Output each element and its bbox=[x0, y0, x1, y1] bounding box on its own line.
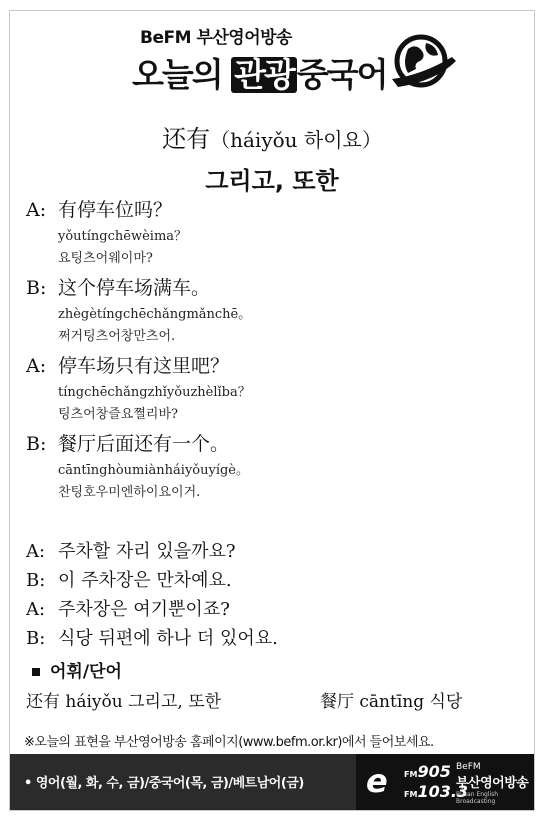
pinyin-text: tíngchēchǎngzhǐyǒuzhèlǐba？ bbox=[58, 385, 251, 400]
speaker-label: B: bbox=[26, 628, 46, 649]
speaker-label: A: bbox=[26, 199, 47, 221]
main-expression bbox=[10, 119, 534, 154]
chinese-sentence: 有停车位吗？ bbox=[58, 199, 173, 221]
dialogue-line bbox=[26, 194, 526, 272]
chinese-sentence: 餐厅后面还有一个。 bbox=[58, 433, 230, 455]
program-title bbox=[132, 49, 387, 96]
program-title-part1: 오늘의 bbox=[132, 55, 232, 94]
brand-name: BeFM 부산영어방송 bbox=[140, 28, 292, 48]
dialogue-line bbox=[26, 428, 526, 506]
speaker-label: A: bbox=[26, 599, 46, 620]
speaker-label: B: bbox=[26, 433, 47, 455]
frequency-905: FM905 bbox=[404, 762, 451, 781]
translation-text: 이 주차장은 만차예요. bbox=[58, 570, 232, 591]
frequency-1033: FM103.3 bbox=[404, 782, 469, 801]
chinese-sentence: 这个停车场满车。 bbox=[58, 277, 211, 299]
square-bullet-icon bbox=[32, 668, 40, 676]
dialogue-line bbox=[26, 272, 526, 350]
speaker-label: A: bbox=[26, 355, 47, 377]
pinyin-text: cāntīnghòumiànháiyǒuyígè。 bbox=[58, 463, 250, 478]
speaker-label: A: bbox=[26, 541, 46, 562]
header bbox=[10, 11, 534, 103]
lesson-card bbox=[9, 10, 535, 811]
korean-pronunciation: 찬팅호우미엔하이요이거. bbox=[58, 485, 201, 500]
vocab-item: 餐厅 cāntīng 식당 bbox=[320, 692, 463, 712]
translation-text: 주차장은 여기뿐이죠? bbox=[58, 599, 230, 620]
logo-tagline: Busan English Broadcasting bbox=[456, 791, 499, 805]
korean-pronunciation: 요팅츠어웨이마? bbox=[58, 251, 153, 266]
vocab-heading-text: 어휘/단어 bbox=[50, 662, 122, 682]
footer-note: ※오늘의 표현을 부산영어방송 홈페이지(www.befm.or.kr)에서 들어보세요. bbox=[24, 735, 434, 750]
broadcast-schedule: • 영어(월, 화, 수, 금)/중국어(목, 금)/베트남어(금) bbox=[24, 776, 304, 791]
logo-brand-small: BeFM bbox=[456, 762, 481, 772]
dialogue-line bbox=[26, 350, 526, 428]
expression-meaning: 그리고, 또한 bbox=[205, 167, 339, 195]
globe-airplane-icon bbox=[388, 29, 458, 95]
korean-translation bbox=[26, 537, 526, 653]
translation-text: 주차할 자리 있을까요? bbox=[58, 541, 236, 562]
dialogue bbox=[26, 194, 526, 506]
translation-line bbox=[26, 566, 526, 595]
translation-text: 식당 뒤편에 하나 더 있어요. bbox=[58, 628, 278, 649]
korean-pronunciation: 쩌거팅츠어창만츠어. bbox=[58, 329, 176, 344]
translation-line bbox=[26, 537, 526, 566]
program-title-part2: 중국어 bbox=[296, 55, 387, 94]
vocab-heading bbox=[32, 657, 122, 682]
station-logo-mark: e bbox=[366, 762, 388, 800]
speaker-label: B: bbox=[26, 277, 47, 299]
station-logo bbox=[356, 754, 534, 810]
chinese-sentence: 停车场只有这里吧？ bbox=[58, 355, 230, 377]
translation-line bbox=[26, 624, 526, 653]
logo-brand: 부산영어방송 bbox=[456, 776, 529, 791]
program-title-boxed: 관광 bbox=[231, 57, 297, 93]
vocab-list bbox=[26, 687, 463, 712]
pinyin-text: zhègètíngchēchǎngmǎnchē。 bbox=[58, 307, 252, 322]
korean-pronunciation: 팅츠어창즐요쪌리바? bbox=[58, 407, 178, 422]
pinyin-text: yǒutíngchēwèima？ bbox=[58, 229, 188, 244]
expression-chinese: 还有 bbox=[162, 125, 211, 153]
bottom-bar bbox=[10, 754, 534, 810]
expression-pinyin: （háiyǒu 하이요） bbox=[210, 128, 382, 152]
translation-line bbox=[26, 595, 526, 624]
vocab-item: 还有 háiyǒu 그리고, 또한 bbox=[26, 692, 222, 712]
speaker-label: B: bbox=[26, 570, 46, 591]
